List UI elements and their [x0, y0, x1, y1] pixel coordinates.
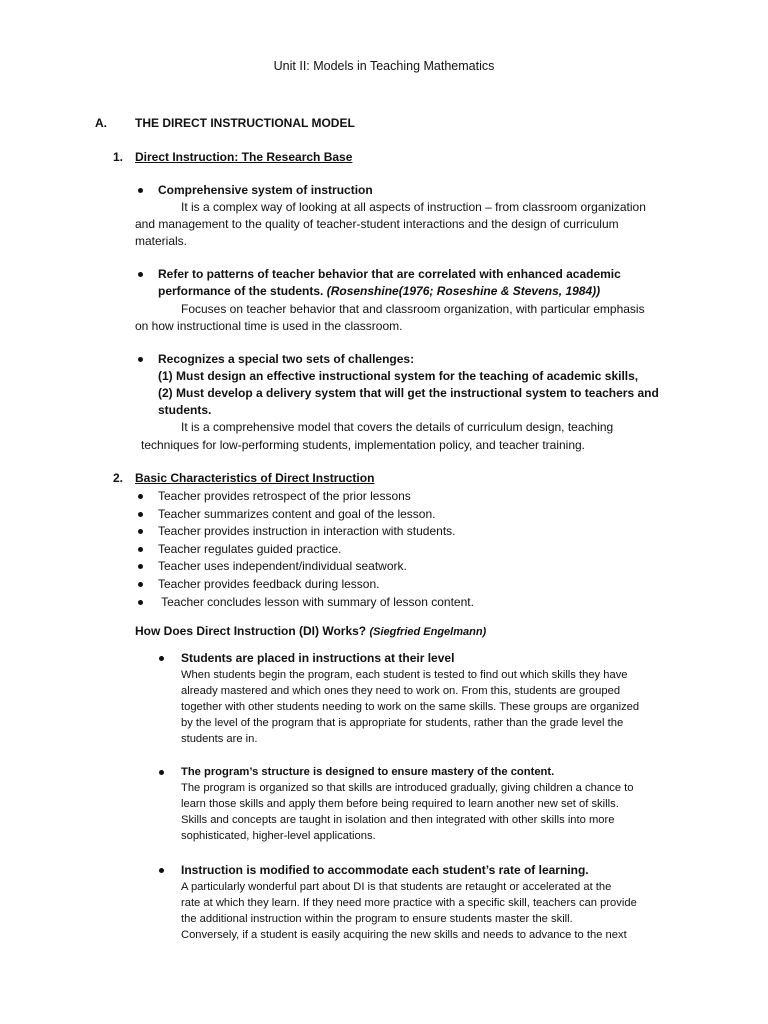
- paragraph-line: students are in.: [181, 733, 258, 745]
- bullet-title-cont: [158, 283, 600, 300]
- bullet-icon: [138, 564, 143, 569]
- paragraph-line: Skills and concepts are taught in isolation and then integrated with other skills into more: [181, 814, 615, 826]
- bullet-icon: [138, 188, 143, 193]
- bullet-icon: [138, 357, 143, 362]
- challenge-item: students.: [158, 403, 212, 417]
- subsection-number: 1.: [113, 150, 124, 164]
- paragraph-line: learn those skills and apply them before being required to learn another new set of skills.: [181, 798, 619, 810]
- list-item: Teacher concludes lesson with summary of lesson content.: [158, 595, 474, 609]
- subsection-heading: Direct Instruction: The Research Base: [135, 150, 353, 164]
- bullet-icon: [138, 494, 143, 499]
- challenge-item: (2) Must develop a delivery system that will get the instructional system to teachers and: [158, 386, 659, 400]
- bullet-icon: [138, 529, 143, 534]
- paragraph-line: already mastered and which ones they need to work on. From this, students are grouped: [181, 685, 621, 697]
- paragraph-line: the additional instruction within the program to ensure students master the skill.: [181, 913, 573, 925]
- subheading-text: How Does Direct Instruction (DI) Works?: [135, 624, 367, 638]
- paragraph-line: When students begin the program, each student is tested to find out which skills they have: [181, 669, 628, 681]
- point-title: Instruction is modified to accommodate each student’s rate of learning.: [181, 863, 589, 877]
- section-subheading: [135, 623, 486, 641]
- bullet-title: Comprehensive system of instruction: [158, 183, 373, 197]
- bullet-icon: [138, 272, 143, 277]
- paragraph-line: together with other students needing to work on the same skills. These groups are organized: [181, 701, 640, 713]
- paragraph-line: It is a complex way of looking at all aspects of instruction – from classroom organization: [181, 200, 646, 214]
- list-item: Teacher uses independent/individual seatwork.: [158, 559, 407, 573]
- subsection-heading: Basic Characteristics of Direct Instruction: [135, 471, 375, 485]
- bullet-icon: [159, 656, 164, 661]
- paragraph-line: by the level of the program that is appropriate for students, rather than the grade level the: [181, 717, 624, 729]
- challenge-item: (1) Must design an effective instructional system for the teaching of academic skills,: [158, 369, 639, 383]
- bullet-title: Recognizes a special two sets of challenges:: [158, 352, 415, 366]
- paragraph-line: sophisticated, higher-level applications.: [181, 830, 376, 842]
- bullet-icon: [138, 512, 143, 517]
- list-item: Teacher regulates guided practice.: [158, 542, 342, 556]
- section-heading: THE DIRECT INSTRUCTIONAL MODEL: [135, 116, 355, 130]
- paragraph-line: Conversely, if a student is easily acquiring the new skills and needs to advance to the next: [181, 929, 627, 941]
- bullet-title-text: performance of the students.: [158, 284, 324, 298]
- bullet-icon: [138, 600, 143, 605]
- paragraph-line: The program is organized so that skills are introduced gradually, giving children a chance to: [181, 782, 634, 794]
- list-item: Teacher provides feedback during lesson.: [158, 577, 380, 591]
- author-citation: (Siegfried Engelmann): [369, 626, 487, 638]
- bullet-icon: [159, 868, 164, 873]
- paragraph-line: materials.: [135, 234, 188, 248]
- section-letter: A.: [95, 116, 107, 130]
- paragraph-line: rate at which they learn. If they need more practice with a specific skill, teachers can provide: [181, 897, 637, 909]
- list-item: Teacher provides instruction in interaction with students.: [158, 524, 456, 538]
- paragraph-line: A particularly wonderful part about DI is that students are retaught or accelerated at the: [181, 881, 612, 893]
- bullet-icon: [138, 582, 143, 587]
- paragraph-line: Focuses on teacher behavior that and classroom organization, with particular emphasis: [181, 302, 645, 316]
- paragraph-line: and management to the quality of teacher-student interactions and the design of curriculum: [135, 217, 619, 231]
- list-item: Teacher summarizes content and goal of the lesson.: [158, 507, 436, 521]
- paragraph-line: on how instructional time is used in the classroom.: [135, 319, 403, 333]
- point-title: Students are placed in instructions at their level: [181, 651, 455, 665]
- page-title: Unit II: Models in Teaching Mathematics: [273, 59, 495, 73]
- paragraph-line: It is a comprehensive model that covers the details of curriculum design, teaching: [181, 420, 614, 434]
- bullet-title: Refer to patterns of teacher behavior that are correlated with enhanced academic: [158, 267, 621, 281]
- paragraph-line: techniques for low-performing students, implementation policy, and teacher training.: [141, 438, 586, 452]
- list-item: Teacher provides retrospect of the prior lessons: [158, 489, 411, 503]
- bullet-icon: [159, 770, 164, 775]
- citation: (Rosenshine(1976; Roseshine & Stevens, 1984)): [326, 284, 601, 298]
- bullet-icon: [138, 547, 143, 552]
- point-title: The program’s structure is designed to ensure mastery of the content.: [181, 766, 555, 778]
- subsection-number: 2.: [113, 471, 124, 485]
